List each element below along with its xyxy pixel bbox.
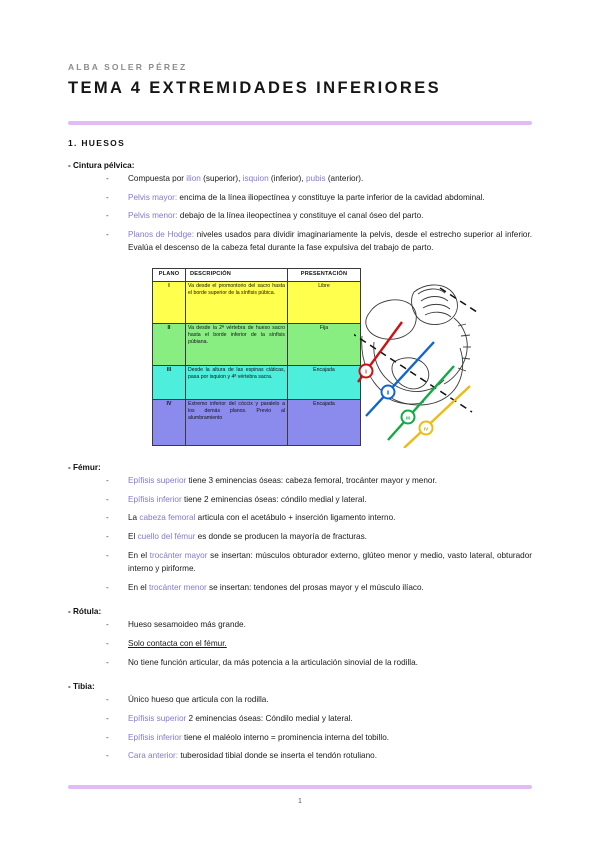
- list-item-ilion-isquion-pubis: [106, 172, 532, 185]
- cell-descripcion: Extremo inferior del cóccix y paralelo a los demás planos. Previo al alumbramiento: [186, 399, 288, 445]
- body-text: tiene 2 eminencias óseas: cóndilo medial y lateral.: [181, 494, 367, 504]
- cell-plano: III: [153, 365, 186, 399]
- accent-term: isquion: [242, 173, 269, 183]
- body-text: (inferior),: [268, 173, 306, 183]
- header-divider: [68, 121, 532, 125]
- page-title: TEMA 4 EXTREMIDADES INFERIORES: [68, 79, 442, 98]
- svg-text:II: II: [386, 390, 390, 397]
- body-text: es donde se producen la mayoría de fracturas.: [195, 532, 367, 542]
- body-text: Solo contacta con el fémur.: [128, 638, 227, 648]
- accent-term: pubis: [305, 173, 326, 183]
- list-rotula: [68, 618, 532, 669]
- body-text: (superior),: [200, 173, 243, 183]
- body-text: Compuesta por: [128, 173, 187, 183]
- bone-heading-cintura-pelvica: - Cintura pélvica:: [68, 160, 135, 170]
- list-femur: [68, 474, 532, 594]
- body-text: se insertan: músculos obturador externo, glúteo menor y medio, vasto lateral, obturador interno y piriforme.: [128, 550, 532, 574]
- cell-presentacion: Fija: [288, 323, 361, 365]
- section-heading-huesos: 1. HUESOS: [68, 137, 126, 148]
- body-text: (anterior).: [325, 173, 364, 183]
- list-item-epifisis-inferior-tibia: [106, 731, 532, 744]
- bone-heading-tibia: - Tibia:: [68, 682, 95, 692]
- list-item-pelvis-menor: [106, 209, 532, 222]
- body-text: Hueso sesamoideo más grande.: [128, 620, 246, 630]
- accent-term: Cara anterior:: [128, 751, 179, 761]
- cell-descripcion: Va desde la 2ª vértebra de hueso sacro hasta el borde inferior de la sínfisis púbiana.: [186, 323, 288, 365]
- bone-heading-femur: - Fémur:: [68, 462, 101, 472]
- hodge-figure: [68, 268, 532, 450]
- accent-term: trocánter menor: [148, 582, 207, 592]
- svg-text:I: I: [365, 369, 367, 376]
- list-item-epifisis-superior-femur: [106, 474, 532, 487]
- accent-term: cuello del fémur: [137, 532, 196, 542]
- hodge-table-body: [153, 281, 361, 445]
- accent-term: Epífisis inferior: [128, 494, 182, 504]
- body-text: En el: [128, 550, 150, 560]
- cell-presentacion: Encajada: [288, 365, 361, 399]
- accent-term: Pelvis mayor:: [128, 192, 178, 202]
- svg-text:III: III: [406, 415, 410, 421]
- cell-presentacion: Encajada: [288, 399, 361, 445]
- list-item-pelvis-mayor: [106, 191, 532, 204]
- table-header-row: [153, 268, 361, 281]
- page-content: [68, 62, 532, 768]
- body-text: niveles usados para dividir imaginariamente la pelvis, desde el estrecho superior al inferior. Evalúa el descenso de la cabeza fetal durante la fase expulsiva del trabajo de parto.: [128, 230, 532, 253]
- table-row: [153, 281, 361, 323]
- body-text: La: [128, 513, 140, 523]
- list-cintura-pelvica: [68, 172, 532, 255]
- list-item-epifisis-superior-tibia: [106, 712, 532, 725]
- list-item-planos-de-hodge: [106, 228, 532, 255]
- bone-heading-rotula: - Rótula:: [68, 607, 102, 617]
- body-text: debajo de la línea ileopectínea y constituye el canal óseo del parto.: [177, 211, 424, 221]
- list-item-epifisis-inferior-femur: [106, 493, 532, 506]
- list-tibia: [68, 693, 532, 763]
- column-header-presentacion: PRESENTACIÓN: [288, 268, 361, 281]
- list-item-cabeza-femoral: [106, 511, 532, 524]
- accent-term: Pelvis menor:: [128, 211, 178, 221]
- body-text: articula con el acetábulo + inserción ligamento interno.: [195, 513, 396, 523]
- table-row: [153, 365, 361, 399]
- body-text: se insertan: tendones del prosas mayor y el músculo ilíaco.: [206, 582, 424, 592]
- list-item-trocanter-mayor: [106, 549, 532, 576]
- accent-term: Epífisis superior: [128, 475, 187, 485]
- accent-term: trocánter mayor: [149, 550, 208, 560]
- hodge-table: [152, 268, 361, 446]
- list-item-contacta-femur: [106, 637, 532, 650]
- list-item-funcion-articular: [106, 656, 532, 669]
- body-text: En el: [128, 582, 149, 592]
- body-text: 2 eminencias óseas: Cóndilo medial y lateral.: [186, 713, 353, 723]
- page-number: 1: [298, 798, 302, 805]
- list-item-articula-rodilla: [106, 693, 532, 706]
- cell-descripcion: Va desde el promontorio del sacro hasta el borde superior de la sínfisis púbica.: [186, 281, 288, 323]
- body-text: Único hueso que articula con la rodilla.: [128, 695, 269, 705]
- body-text: No tiene función articular, da más potencia a la articulación sinovial de la rodilla.: [128, 657, 418, 667]
- body-text: tiene 3 eminencias óseas: cabeza femoral, trocánter mayor y menor.: [186, 475, 437, 485]
- cell-plano: IV: [153, 399, 186, 445]
- accent-term: Planos de Hodge:: [128, 230, 194, 240]
- accent-term: Epífisis inferior: [128, 732, 182, 742]
- svg-text:IV: IV: [423, 426, 429, 432]
- cell-presentacion: Libre: [288, 281, 361, 323]
- table-row: [153, 323, 361, 365]
- table-row: [153, 399, 361, 445]
- accent-term: Epífisis superior: [128, 713, 187, 723]
- cell-plano: II: [153, 323, 186, 365]
- cell-descripcion: Desde la altura de las espinas ciáticas, pasa por isquion y 4ª vértebra sacra.: [186, 365, 288, 399]
- accent-term: ilion: [186, 173, 201, 183]
- list-item-trocanter-menor: [106, 581, 532, 594]
- list-item-cuello-del-femur: [106, 530, 532, 543]
- footer-divider: [68, 785, 532, 789]
- cell-plano: I: [153, 281, 186, 323]
- body-text: encima de la línea iliopectínea y constituye la parte inferior de la cavidad abdominal.: [177, 192, 485, 202]
- list-item-hueso-sesamoideo: [106, 618, 532, 631]
- planos-de-hodge-pelvis-diagram: [354, 270, 484, 448]
- author-name: ALBA SOLER PÉREZ: [68, 62, 188, 72]
- body-text: El: [128, 532, 138, 542]
- body-text: tuberosidad tibial donde se inserta el tendón rotuliano.: [178, 751, 377, 761]
- column-header-plano: PLANO: [153, 268, 186, 281]
- accent-term: cabeza femoral: [139, 513, 196, 523]
- column-header-descripcion: DESCRIPCIÓN: [186, 268, 288, 281]
- body-text: tiene el maléolo interno = prominencia interna del tobillo.: [181, 732, 390, 742]
- list-item-cara-anterior-tibia: [106, 749, 532, 762]
